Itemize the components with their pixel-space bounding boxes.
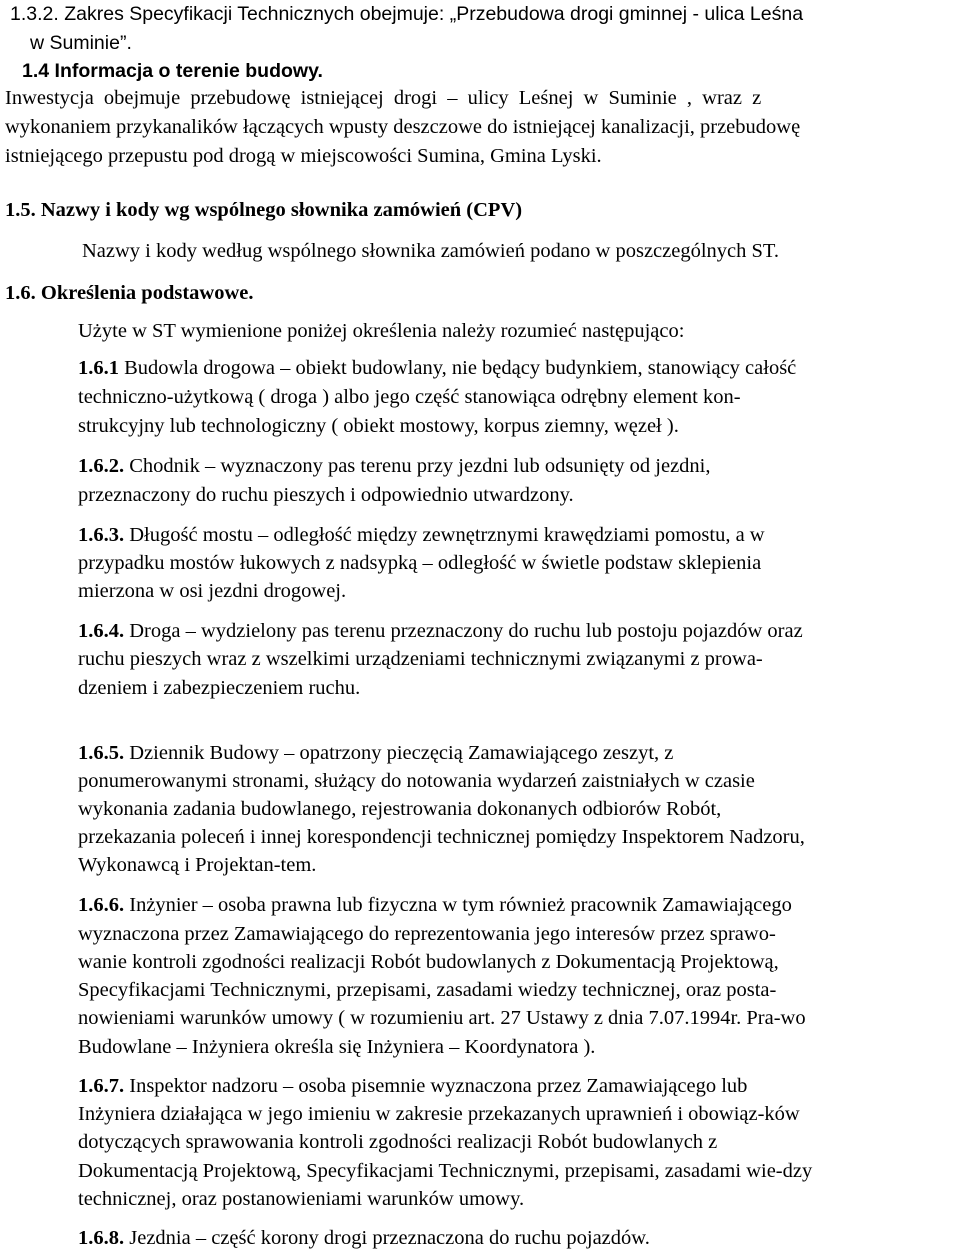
def-number: 1.6.6. bbox=[78, 894, 125, 916]
def-1-6-2-line-1 bbox=[78, 456, 711, 477]
def-1-6-2-line-2: przeznaczony do ruchu pieszych i odpowiednio utwardzony. bbox=[78, 484, 574, 506]
intro-line-3: istniejącego przepustu pod drogą w miejscowości Sumina, Gmina Lyski. bbox=[5, 145, 602, 167]
def-1-6-1-line-2: techniczno-użytkową ( droga ) albo jego część stanowiąca odrębny element kon- bbox=[78, 386, 741, 408]
def-1-6-1-line-1 bbox=[78, 358, 796, 379]
def-text: Długość mostu – odległość między zewnętrznymi krawędziami pomostu, a w bbox=[129, 524, 765, 546]
section-text: Zakres Specyfikacji Technicznych obejmuje: „Przebudowa drogi gminnej - ulica Leśna bbox=[64, 3, 804, 25]
def-1-6-5-line-1 bbox=[78, 743, 673, 764]
s15-text: Nazwy i kody według wspólnego słownika zamówień podano w poszczególnych ST. bbox=[82, 240, 780, 262]
def-1-6-7-line-2: Inżyniera działająca w jego imieniu w zakresie przekazanych uprawnień i obowiąz-ków bbox=[78, 1103, 800, 1125]
def-1-6-6-line-6: Budowlane – Inżyniera określa się Inżyniera – Koordynatora ). bbox=[78, 1036, 596, 1058]
def-1-6-7-line-1 bbox=[78, 1076, 747, 1097]
section-1-3-2-line-2: w Suminie”. bbox=[30, 32, 132, 54]
def-number: 1.6.3. bbox=[78, 524, 125, 546]
s16-intro: Użyte w ST wymienione poniżej określenia należy rozumieć następująco: bbox=[78, 320, 685, 342]
def-1-6-6-line-4: Specyfikacjami Technicznymi, przepisami, zasadami wiedzy technicznej, oraz posta- bbox=[78, 979, 777, 1001]
def-1-6-5-line-3: wykonania zadania budowlanego, rejestrowania dokonanych odbiorów Robót, bbox=[78, 798, 722, 820]
heading-1-6: 1.6. Określenia podstawowe. bbox=[5, 282, 254, 304]
def-1-6-6-line-5: nowieniami warunków umowy ( w rozumieniu art. 27 Ustawy z dnia 7.07.1994r. Pra-wo bbox=[78, 1007, 806, 1029]
def-number: 1.6.5. bbox=[78, 742, 125, 764]
def-number: 1.6.8. bbox=[78, 1227, 125, 1249]
intro-line-1 bbox=[5, 88, 955, 109]
def-text: Inspektor nadzoru – osoba pisemnie wyznaczona przez Zamawiającego lub bbox=[129, 1075, 748, 1097]
def-text: Droga – wydzielony pas terenu przeznaczony do ruchu lub postoju pojazdów oraz bbox=[129, 620, 803, 642]
def-1-6-3-line-1 bbox=[78, 525, 765, 546]
def-1-6-1-line-3: strukcyjny lub technologiczny ( obiekt mostowy, korpus ziemny, węzeł ). bbox=[78, 415, 679, 437]
def-1-6-4-line-3: dzeniem i zabezpieczeniem ruchu. bbox=[78, 677, 361, 699]
def-1-6-7-line-3: dotyczących sprawowania kontroli zgodności realizacji Robót budowlanych z bbox=[78, 1131, 718, 1153]
def-text: Jezdnia – część korony drogi przeznaczona do ruchu pojazdów. bbox=[129, 1227, 650, 1249]
heading-1-5: 1.5. Nazwy i kody wg wspólnego słownika zamówień (CPV) bbox=[5, 199, 523, 221]
def-1-6-7-line-5: technicznej, oraz postanowieniami warunków umowy. bbox=[78, 1188, 525, 1210]
def-text: Chodnik – wyznaczony pas terenu przy jezdni lub odsunięty od jezdni, bbox=[129, 455, 711, 477]
section-1-3-2-line-1 bbox=[10, 5, 803, 25]
def-text: Inżynier – osoba prawna lub fizyczna w tym również pracownik Zamawiającego bbox=[129, 894, 792, 916]
def-1-6-5-line-4: przekazania poleceń i innej korespondencji technicznej pomiędzy Inspektorem Nadzoru, bbox=[78, 826, 805, 848]
def-1-6-3-line-3: mierzona w osi jezdni drogowej. bbox=[78, 580, 347, 602]
intro-text: Inwestycja obejmuje przebudowę istniejącej drogi – ulicy Leśnej w Suminie , wraz z bbox=[5, 87, 762, 109]
def-1-6-6-line-1 bbox=[78, 895, 792, 916]
def-1-6-4-line-2: ruchu pieszych wraz z wszelkimi urządzeniami technicznymi związanymi z prowa- bbox=[78, 648, 763, 670]
def-1-6-4-line-1 bbox=[78, 621, 803, 642]
def-number: 1.6.7. bbox=[78, 1075, 125, 1097]
def-number: 1.6.4. bbox=[78, 620, 125, 642]
def-number: 1.6.2. bbox=[78, 455, 125, 477]
def-1-6-3-line-2: przypadku mostów łukowych z nadsypką – odległość w świetle podstaw sklepienia bbox=[78, 552, 762, 574]
def-1-6-5-line-2: ponumerowanymi stronami, służący do notowania wydarzeń zaistniałych w czasie bbox=[78, 770, 755, 792]
heading-1-4: 1.4 Informacja o terenie budowy. bbox=[22, 60, 323, 82]
def-number: 1.6.1 bbox=[78, 357, 119, 379]
def-1-6-7-line-4: Dokumentacją Projektową, Specyfikacjami Technicznymi, przepisami, zasadami wie-dzy bbox=[78, 1160, 813, 1182]
def-1-6-5-line-5: Wykonawcą i Projektan-tem. bbox=[78, 854, 317, 876]
intro-line-2: wykonaniem przykanalików łączących wpusty deszczowe do istniejącej kanalizacji, przebudowę bbox=[5, 116, 801, 138]
def-text: Budowla drogowa – obiekt budowlany, nie będący budynkiem, stanowiący całość bbox=[124, 357, 797, 379]
def-1-6-6-line-2: wyznaczona przez Zamawiającego do reprezentowania jego interesów przez sprawo- bbox=[78, 923, 776, 945]
def-1-6-8-line-1 bbox=[78, 1228, 650, 1249]
section-number: 1.3.2. bbox=[10, 3, 59, 25]
def-1-6-6-line-3: wanie kontroli zgodności realizacji Robót budowlanych z Dokumentacją Projektową, bbox=[78, 951, 779, 973]
def-text: Dziennik Budowy – opatrzony pieczęcią Zamawiającego zeszyt, z bbox=[129, 742, 674, 764]
